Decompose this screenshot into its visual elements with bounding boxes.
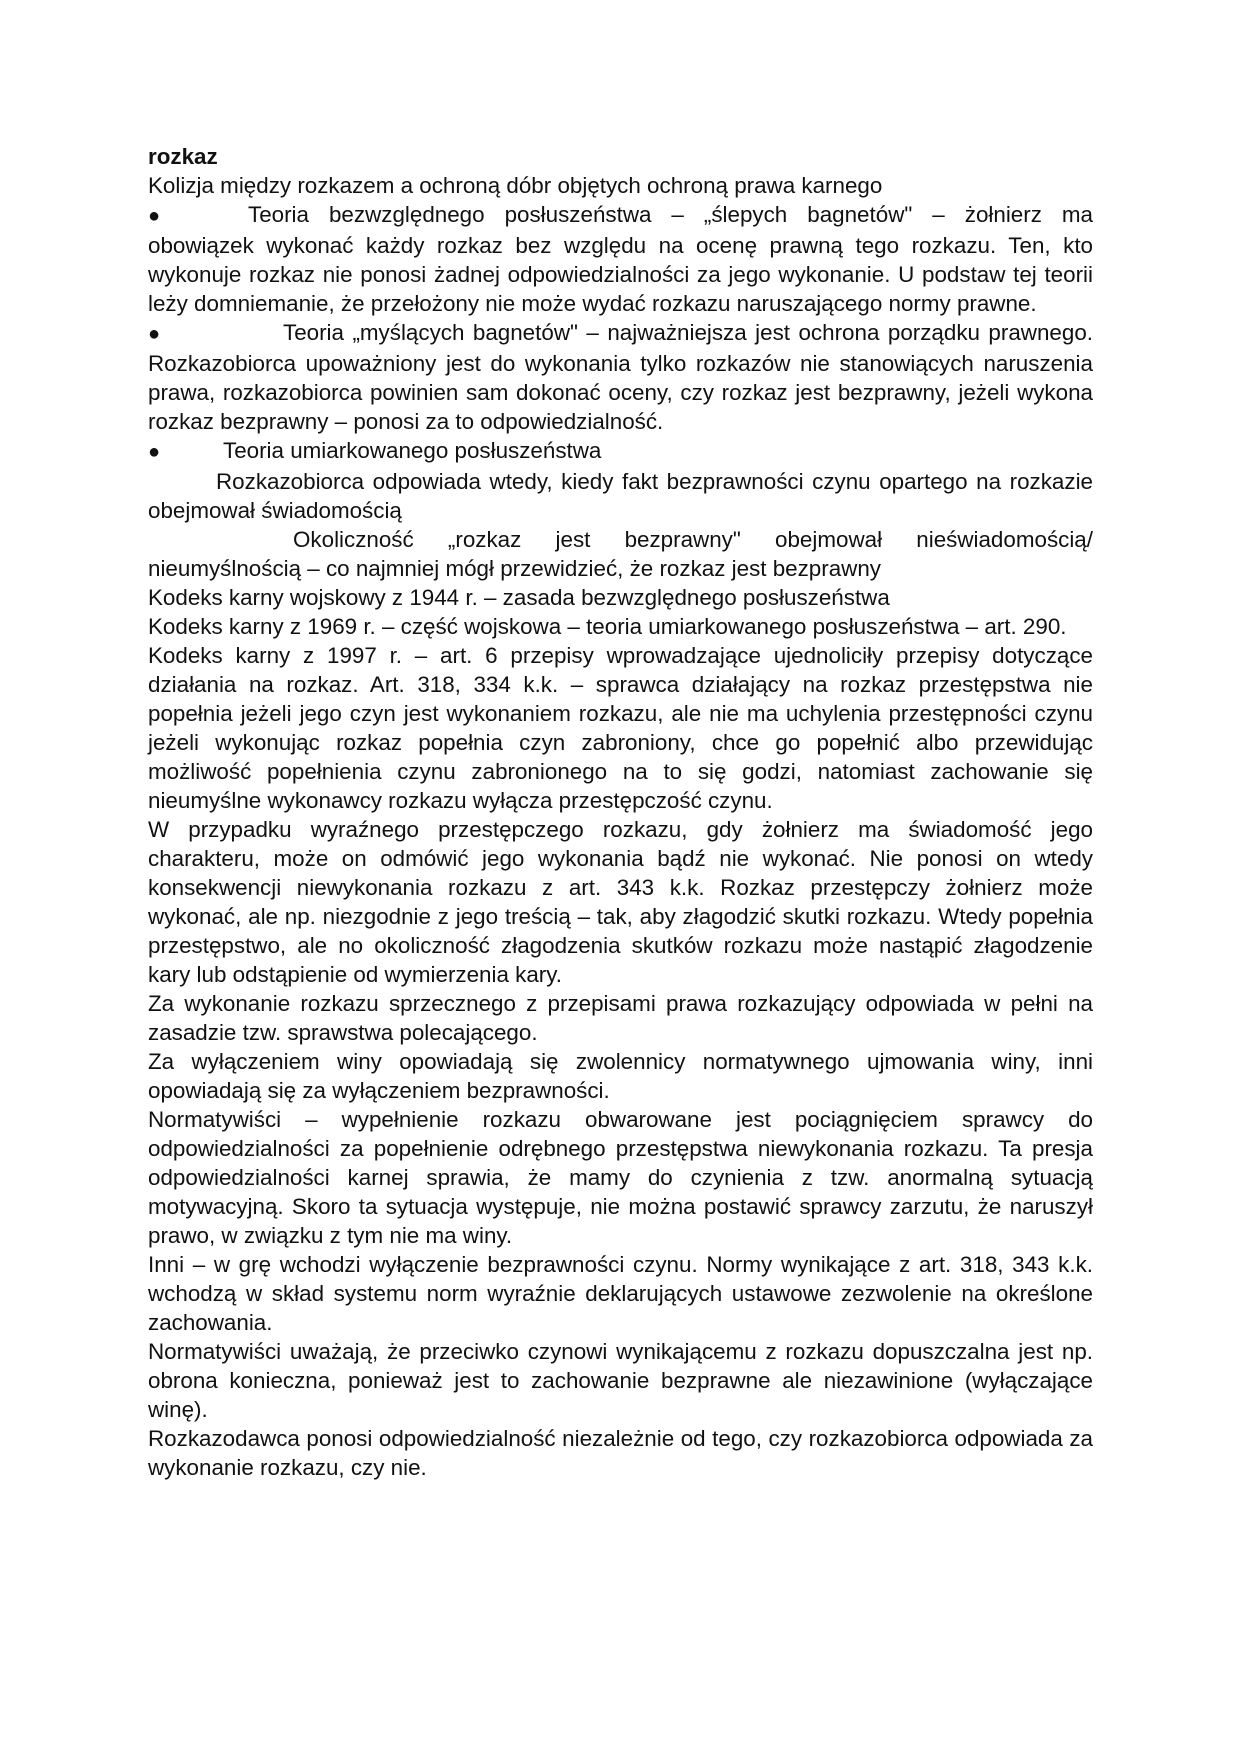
intro-line: Kolizja między rozkazem a ochroną dóbr objętych ochroną prawa karnego bbox=[148, 173, 883, 198]
paragraph: Kodeks karny z 1997 r. – art. 6 przepisy wprowadzające ujednoliciły przepisy dotyczące działania na rozkaz. Art. 318, 334 k.k. – sprawca działający na rozkaz przestępstwa nie popełnia jeżeli jego czyn jest wykonaniem rozkazu, ale nie ma uchylenia przestępności czynu jeżeli wykonując rozkaz popełnia czyn zabroniony, chce go popełnić albo przewidując możliwość popełnienia czynu zabronionego na to się godzi, natomiast zachowanie się nieumyślne wykonawcy rozkazu wyłącza przestępczość czynu. bbox=[148, 643, 1093, 813]
bullet-icon: ● bbox=[148, 323, 161, 345]
paragraph: Za wyłączeniem winy opowiadają się zwolennicy normatywnego ujmowania winy, inni opowiadają się za wyłączeniem bezprawności. bbox=[148, 1049, 1093, 1103]
bullet-item bbox=[148, 436, 1093, 467]
bullet-text: Teoria „myślących bagnetów" – najważniejsza jest ochrona porządku prawnego. Rozkazobiorca upoważniony jest do wykonania tylko rozkazów nie stanowiących naruszenia prawa, rozkazobiorca powinien sam dokonać oceny, czy rozkaz jest bezprawny, jeżeli wykona rozkaz bezprawny – ponosi za to odpowiedzialność. bbox=[148, 320, 1093, 434]
paragraph: W przypadku wyraźnego przestępczego rozkazu, gdy żołnierz ma świadomość jego charakteru, może on odmówić jego wykonania bądź nie wykonać. Nie ponosi on wtedy konsekwencji niewykonania rozkazu z art. 343 k.k. Rozkaz przestępczy żołnierz może wykonać, ale np. niezgodnie z jego treścią – tak, aby złagodzić skutki rozkazu. Wtedy popełnia przestępstwo, ale no okoliczność złagodzenia skutków rozkazu może nastąpić złagodzenie kary lub odstąpienie od wymierzenia kary. bbox=[148, 817, 1093, 987]
paragraph: Rozkazodawca ponosi odpowiedzialność niezależnie od tego, czy rozkazobiorca odpowiada za wykonanie rozkazu, czy nie. bbox=[148, 1426, 1093, 1480]
bullet-text: Teoria umiarkowanego posłuszeństwa bbox=[223, 438, 602, 463]
subpoint-text: Rozkazobiorca odpowiada wtedy, kiedy fakt bezprawności czynu opartego na rozkazie obejmował świadomością bbox=[148, 469, 1093, 523]
paragraph: Normatywiści – wypełnienie rozkazu obwarowane jest pociągnięciem sprawcy do odpowiedzialności za popełnienie odrębnego przestępstwa niewykonania rozkazu. Ta presja odpowiedzialności karnej sprawia, że mamy do czynienia z tzw. anormalną sytuacją motywacyjną. Skoro ta sytuacja występuje, nie można postawić sprawcy zarzutu, że naruszył prawo, w związku z tym nie ma winy. bbox=[148, 1107, 1093, 1248]
paragraph: Normatywiści uważają, że przeciwko czynowi wynikającemu z rozkazu dopuszczalna jest np. obrona konieczna, ponieważ jest to zachowanie bezprawne ale niezawinione (wyłączające winę). bbox=[148, 1339, 1093, 1422]
paragraph: Kodeks karny z 1969 r. – część wojskowa – teoria umiarkowanego posłuszeństwa – art. 290. bbox=[148, 614, 1067, 639]
paragraph: Inni – w grę wchodzi wyłączenie bezprawności czynu. Normy wynikające z art. 318, 343 k.k. wchodzą w skład systemu norm wyraźnie deklarujących ustawowe zezwolenie na określone zachowania. bbox=[148, 1252, 1093, 1335]
bullet-icon: ● bbox=[148, 441, 161, 463]
document-page bbox=[148, 142, 1093, 1482]
bullet-icon: ● bbox=[148, 205, 161, 227]
bullet-item bbox=[148, 200, 1093, 318]
document-title: rozkaz bbox=[148, 144, 218, 169]
subpoint-item bbox=[148, 467, 1093, 525]
bullet-text: Teoria bezwzględnego posłuszeństwa – „ślepych bagnetów" – żołnierz ma obowiązek wykonać każdy rozkaz bez względu na ocenę prawną tego rozkazu. Ten, kto wykonuje rozkaz nie ponosi żadnej odpowiedzialności za jego wykonanie. U podstaw tej teorii leży domniemanie, że przełożony nie może wydać rozkazu naruszającego normy prawne. bbox=[148, 202, 1093, 316]
subpoint-item bbox=[148, 525, 1093, 583]
bullet-item bbox=[148, 318, 1093, 436]
subpoint-text: Okoliczność „rozkaz jest bezprawny" obejmował nieświadomością/ nieumyślnością – co najmniej mógł przewidzieć, że rozkaz jest bezprawny bbox=[148, 527, 1093, 581]
paragraph: Kodeks karny wojskowy z 1944 r. – zasada bezwzględnego posłuszeństwa bbox=[148, 585, 890, 610]
paragraph: Za wykonanie rozkazu sprzecznego z przepisami prawa rozkazujący odpowiada w pełni na zasadzie tzw. sprawstwa polecającego. bbox=[148, 991, 1093, 1045]
